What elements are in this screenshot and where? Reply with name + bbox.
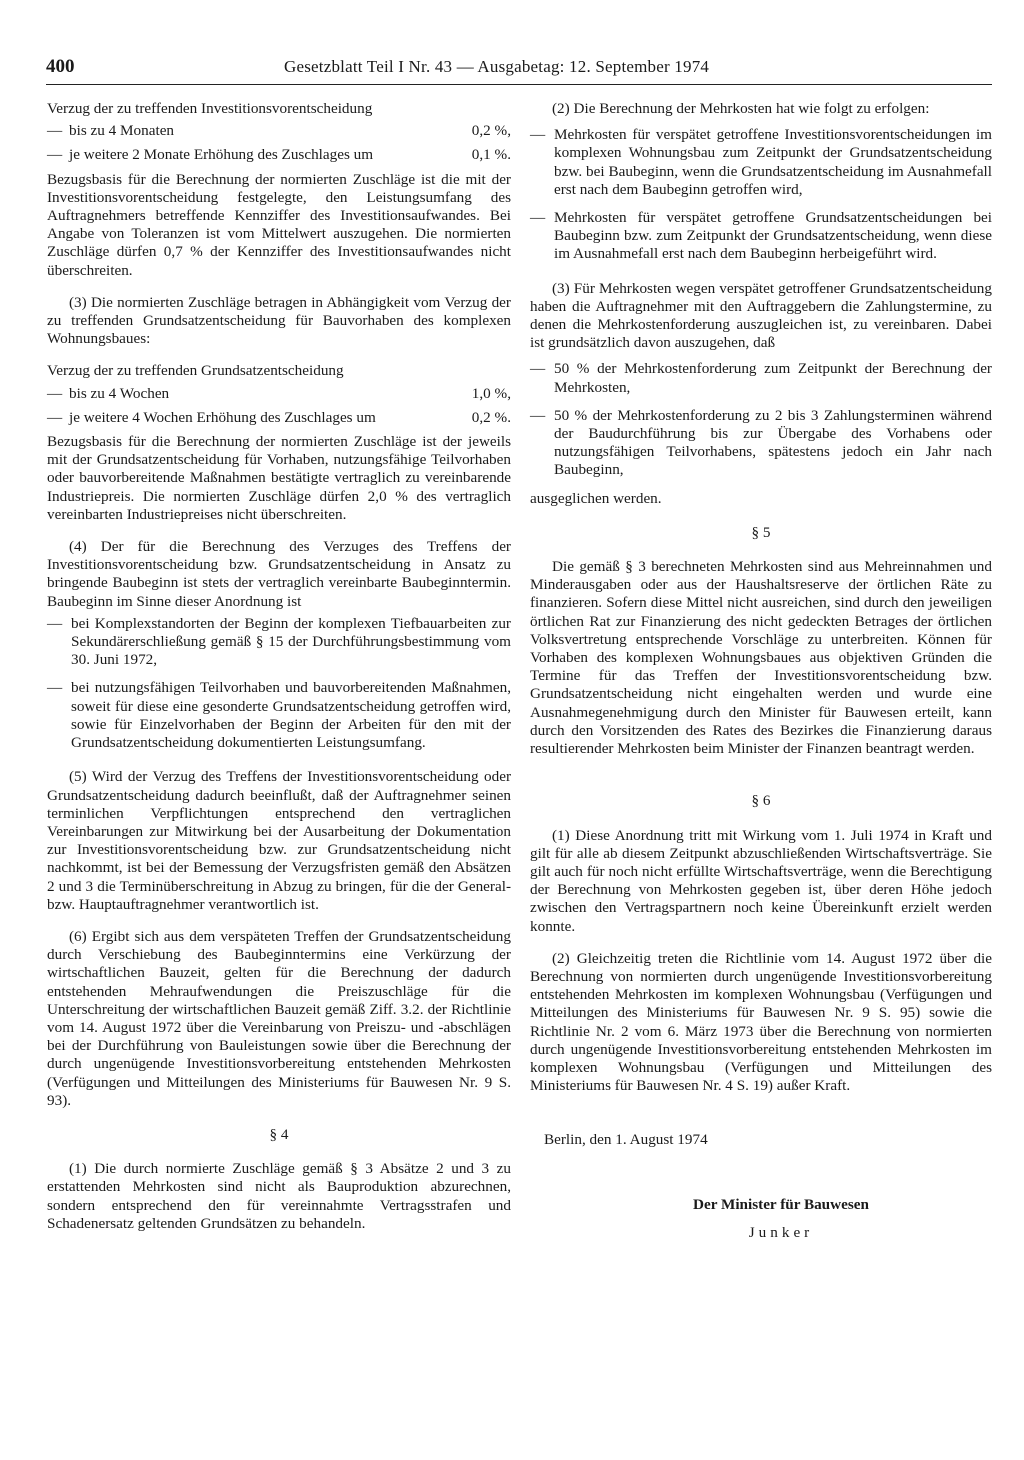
list-item-text: bei nutzungsfähigen Teilvorhaben und bauvorbereitenden Maßnahmen, soweit für diese eine gesonderte Grundsatzentscheidung getroffen wird, sowie für Einzelvorhaben der Beginn der Arbeiten für den mit der Grundsatzentscheidung dokumentierten Leistungsumfang.: [71, 679, 511, 752]
paragraph: (4) Der für die Berechnung des Verzuges des Treffens der Investitionsvorentscheidung bzw. Grundsatzentscheidung in Ansatz zu bringende Baubeginn ist stets der vertraglich vereinbarte Baubeginntermin. Baubeginn im Sinne dieser Anordnung ist: [47, 538, 511, 610]
list-item: [530, 209, 992, 264]
rate-label: bis zu 4 Monaten: [69, 122, 175, 140]
dash: —: [530, 209, 546, 227]
rate-list: [47, 385, 511, 427]
paragraph: (2) Die Berechnung der Mehrkosten hat wie folgt zu erfolgen:: [552, 100, 930, 117]
rate-value: 0,1 %.: [471, 146, 511, 164]
dash: —: [530, 360, 546, 378]
dash: —: [47, 146, 63, 164]
paragraph: (6) Ergibt sich aus dem verspäteten Treffen der Grundsatzentscheidung durch Verschiebung des Baubeginntermins eine Verkürzung der wirtschaftlichen Bauzeit, gelten für die Berechnung der dadurch entstehenden Mehraufwendungen die Preiszuschläge für die Unterschreitung der wirtschaftlichen Bauzeit gemäß Ziff. 3.2. der Richtlinie vom 14. August 1972 über die Vereinbarung von Preiszu- und -abschlägen bei der Durchführung von Bauleistungen sowie über die Berechnung der durch ungenügende Investitionsvorbereitung entstehenden Mehrkosten (Verfügungen und Mitteilungen des Ministeriums für Bauwesen Nr. 9 S. 93).: [47, 927, 511, 1109]
gazette-title: Gesetzblatt Teil I Nr. 43 — Ausgabetag: 12. September 1974: [284, 57, 710, 76]
rate-row: [47, 385, 511, 403]
rate-value: 1,0 %,: [471, 384, 511, 402]
rate-row: [47, 122, 511, 140]
rate-list: [47, 122, 511, 164]
list-item-text: Mehrkosten für verspätet getroffene Grundsatzentscheidungen bei Baubeginn bzw. zum Zeitpunkt der Grundsatzentscheidung, wenn diese im Ausnahmefall erst nach dem Baubeginn herbeigeführt wird.: [554, 209, 992, 263]
list-item: [47, 615, 511, 670]
list-item: [530, 360, 992, 396]
list-item: [47, 679, 511, 752]
paragraph: (3) Die normierten Zuschläge betragen in Abhängigkeit vom Verzug der zu treffenden Grundsatzentscheidung für Bauvorhaben des komplexen Wohnungsbaues:: [47, 293, 511, 348]
page-header: [46, 56, 766, 82]
paragraph: Verzug der zu treffenden Grundsatzentscheidung: [47, 362, 344, 380]
page-number: 400: [46, 56, 75, 77]
rate-row: [47, 409, 511, 427]
right-column: [530, 100, 992, 1242]
dash: —: [47, 408, 63, 426]
paragraph: (3) Für Mehrkosten wegen verspätet getroffener Grundsatzentscheidung haben die Auftragnehmer mit den Auftraggebern die Zahlungstermine, zu denen die Mehrkostenforderung auszugleichen ist, zu vereinbaren. Dabei ist grundsätzlich davon auszugehen, daß: [530, 279, 992, 352]
list-item: [530, 126, 992, 199]
paragraph: Verzug der zu treffenden Investitionsvorentscheidung: [47, 100, 373, 117]
rate-value: 0,2 %.: [471, 408, 511, 426]
dash: —: [47, 384, 63, 402]
list-item-text: Mehrkosten für verspätet getroffene Investitionsvorentscheidungen im komplexen Wohnungsbau zum Zeitpunkt der Grundsatzentscheidung bzw. bei Baubeginn, wenn die Grundsatzentscheidung im Ausnahmefall erst nach dem Baubeginn getroffen wird,: [554, 126, 992, 198]
paragraph: ausgeglichen werden.: [530, 489, 662, 507]
paragraph: Bezugsbasis für die Berechnung der normierten Zuschläge ist die mit der Investitionsvorentscheidung festgelegte, den Leistungsumfang des Auftragnehmers betreffende Kennziffer des Investitionsaufwandes. Bei Angabe von Toleranzen ist vom Mittelwert auszugehen. Die normierten Zuschläge dürfen 0,7 % der Kennziffer des Investitionsaufwandes nicht überschreiten.: [47, 170, 511, 279]
dash: —: [530, 126, 546, 144]
dash: —: [47, 614, 63, 632]
paragraph: (5) Wird der Verzug des Treffens der Investitionsvorentscheidung oder Grundsatzentscheidung dadurch beeinflußt, daß der Auftragnehmer seinen terminlichen Verpflichtungen entsprechend den vertraglichen Vereinbarungen zur Mitwirkung bei der Ausarbeitung der Dokumentation zur Investitionsvorentscheidung bzw. zur Grundsatzentscheidung nicht nachkommt, ist bei der Bemessung der Verzugsfristen gemäß den Absätzen 2 und 3 die Terminüberschreitung in Abzug zu bringen, für die der General- bzw. Hauptauftragnehmer verantwortlich ist.: [47, 768, 511, 913]
paragraph: Bezugsbasis für die Berechnung der normierten Zuschläge ist der jeweils mit der Grundsatzentscheidung für Vorhaben, nutzungsfähige Teilvorhaben oder bauvorbereitende Maßnahmen bestätigte vertraglich zu vereinbarende Industriepreis. Die normierten Zuschläge dürfen 2,0 % des vertraglich vereinbarten Industriepreises nicht überschreiten.: [47, 433, 511, 523]
paragraph: (1) Diese Anordnung tritt mit Wirkung vom 1. Juli 1974 in Kraft und gilt für alle ab diesem Zeitpunkt abzuschließenden Wirtschaftsverträge. Sie gilt auch für noch nicht erfüllte Wirtschaftsverträge, wenn die Berechtigung der Berechnung von Mehrkosten gegeben ist, über deren Höhe jedoch zwischen den Vertragspartnern noch keine Übereinkunft erzielt werden konnte.: [530, 826, 992, 935]
dash: —: [530, 406, 546, 424]
section-heading: § 6: [751, 792, 771, 810]
header-rule: [46, 84, 992, 85]
rate-label: je weitere 4 Wochen Erhöhung des Zuschlages um: [69, 408, 376, 426]
section-heading: § 5: [751, 523, 771, 541]
signer-name: Junker: [748, 1223, 814, 1241]
list-item: [530, 407, 992, 480]
rate-label: je weitere 2 Monate Erhöhung des Zuschlages um: [69, 146, 374, 164]
rate-value: 0,2 %,: [471, 122, 511, 140]
list-item-text: bei Komplexstandorten der Beginn der komplexen Tiefbauarbeiten zur Sekundärerschließung gemäß § 15 der Durchführungsbestimmung vom 30. Juni 1972,: [71, 614, 511, 669]
section-heading: § 4: [269, 1125, 289, 1143]
place-date: Berlin, den 1. August 1974: [544, 1131, 708, 1149]
paragraph: (2) Gleichzeitig treten die Richtlinie vom 14. August 1972 über die Berechnung von normierten durch ungenügende Investitionsvorbereitung entstehenden Mehrkosten im komplexen Wohnungsbau (Verfügungen und Mitteilungen des Ministeriums für Bauwesen Nr. 9 S. 95) sowie die Richtlinie Nr. 2 vom 6. März 1973 über die Berechnung von normierten durch ungenügende Investitionsvorbereitung entstehenden Mehrkosten im komplexen Wohnungsbau (Verfügungen und Mitteilungen des Ministeriums für Bauwesen Nr. 4 S. 19) außer Kraft.: [530, 949, 992, 1095]
list-item-text: 50 % der Mehrkostenforderung zu 2 bis 3 Zahlungsterminen während der Baudurchführung bis zur Übergabe des Vorhabens oder nutzungsfähigen Teilvorhabens, spätestens jedoch ein Jahr nach Baubeginn,: [554, 406, 992, 479]
paragraph: (1) Die durch normierte Zuschläge gemäß § 3 Absätze 2 und 3 zu erstattenden Mehrkosten sind nicht als Bauproduktion abzurechnen, sondern entsprechend den für vereinnahmte Vertragsstrafen und Schadenersatz geltenden Grundsätzen zu behandeln.: [47, 1160, 511, 1232]
signer-title: Der Minister für Bauwesen: [693, 1195, 869, 1213]
rate-row: [47, 146, 511, 164]
left-column: [47, 100, 511, 1247]
list-item-text: 50 % der Mehrkostenforderung zum Zeitpunkt der Berechnung der Mehrkosten,: [554, 360, 992, 396]
dash: —: [47, 679, 63, 697]
rate-label: bis zu 4 Wochen: [69, 384, 170, 402]
dash: —: [47, 122, 63, 140]
paragraph: Die gemäß § 3 berechneten Mehrkosten sind aus Mehreinnahmen und Minderausgaben oder aus der Haushaltsreserve der örtlichen Räte zu finanzieren. Sofern diese Mittel nicht ausreichen, sind durch den jeweiligen örtlichen Rat zur Finanzierung des nicht gedeckten Betrages der örtlichen Volksvertretung entsprechende Vorschläge zu unterbreiten. Können für Vorhaben des komplexen Wohnungsbaues aus objektiven Gründen die Termine für das Treffen der Investitionsvorentscheidung bzw. Grundsatzentscheidung nicht eingehalten werden und wurde eine Ausnahmegenehmigung durch den Minister für Bauwesen erteilt, kann durch den Vorsitzenden des Rates des Bezirkes die Finanzierung daraus resultierender Mehrkosten beim Minister der Finanzen beantragt werden.: [530, 558, 992, 758]
